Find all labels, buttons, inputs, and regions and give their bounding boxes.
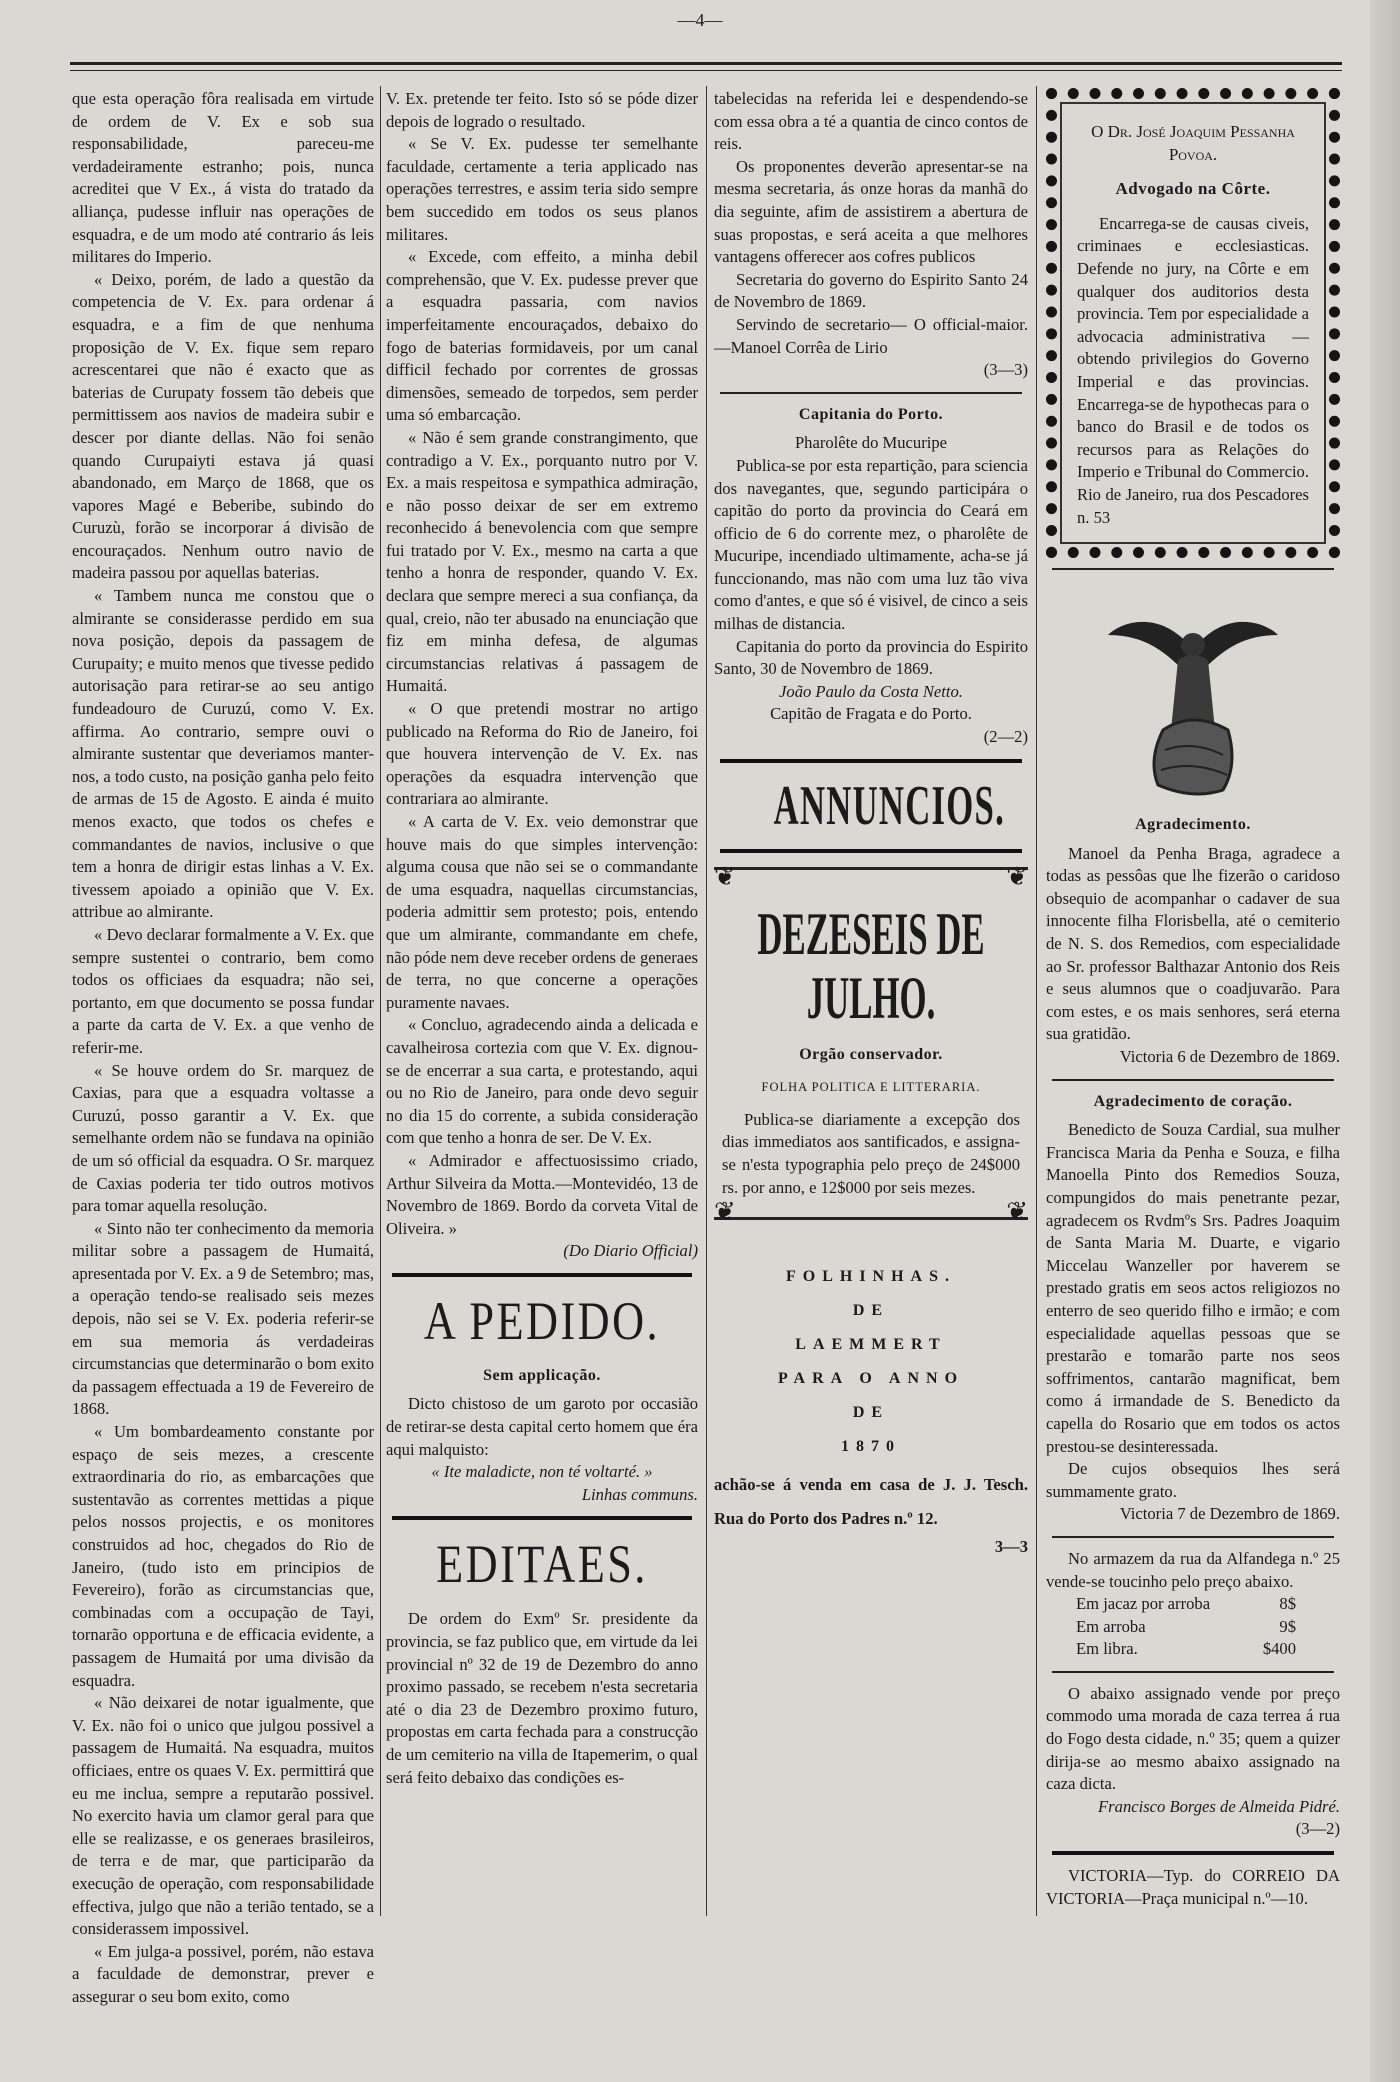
paragraph: « Concluo, agradecendo ainda a delicada e cavalheirosa cortezia com que V. Ex. dignou-se de encerrar a sua carta, e protestando, aqui ou no Rio de Janeiro, para onde devo seguir no dia 15 do corrente, a subida consideração com que tenho a honra de ser. De V. Ex. <box>386 1015 698 1148</box>
subscription-text: Publica-se diariamente a excepção dos dias immediatos aos santificados, e assigna-se n'esta typographia pelo preço de 24$000 rs. por anno, e 12$000 por seis mezes. <box>722 1109 1020 1197</box>
column-3-notices <box>714 88 1028 853</box>
divider <box>720 759 1022 763</box>
page-number: —4— <box>677 10 723 30</box>
folhinhas-line: DE <box>852 1302 890 1320</box>
paragraph: Dicto chistoso de um garoto por occasião de retirar-se desta capital certo homem que éra aqui malquisto: <box>386 1394 698 1459</box>
text-line: Victoria 7 de Dezembro de 1869. <box>1119 1504 1340 1524</box>
paragraph: « Um bombardeamento constante por espaço de seis mezes, a crescente extraordinaria do rio, as embarcações que sustentavão as correntes mettidas a pique pelos nossos projectis, e os monitores construidos ad hoc, chegados do Rio de Janeiro, (tudo isto em principios de Fevereiro), forão as circumstancias que, combinadas com a occupação de Tayi, tornarão opportuna e de efficacia evidente, a passagem de Humaitá por uma divisão da esquadra. <box>72 1422 374 1690</box>
advogado-title: Advogado na Côrte. <box>1115 179 1271 199</box>
divider <box>1052 1671 1334 1673</box>
price-row <box>1076 1616 1296 1639</box>
folhinhas-line: FOLHINHAS. <box>785 1268 956 1286</box>
angel-engraving-icon <box>1103 590 1283 800</box>
text-line: « Ite maladicte, non té voltarté. » <box>431 1462 653 1482</box>
price-row <box>1076 1638 1296 1661</box>
paragraph: Os proponentes deverão apresentar-se na mesma secretaria, ás onze horas da manhã do dia seguinte, afim de assistirem a abertura de suas propostas, e será aceita a que melhores vantagens offerecer aos cofres publicos <box>714 156 1028 267</box>
paragraph: « Tambem nunca me constou que o almirante se considerasse perdido em sua nova posição, depois da passagem de Curupaity; e muito menos que tivesse pedido autorisação para retirar-se ao seu antigo fundeadouro de Curuzú, como V. Ex. affirma. Ao contrario, sempre ouvi o almirante sustentar que deveriamos manter-nos, a todo custo, na posição ganha pelo feito de armas de 15 de Agosto. E ainda é muito menos exacto, que todos os chefes e commandantes de navios, inclusive o que tem a honra de dirigir estas linhas a V. Ex. tivessem apoiado a opinião que V. Ex. attribue ao almirante. <box>72 586 374 922</box>
paragraph: Servindo de secretario— O official-maior.—Manoel Corrêa de Lirio <box>714 314 1028 357</box>
paragraph: Benedicto de Souza Cardial, sua mulher Francisca Maria da Penha e Souza, e filha Manoella Pinto dos Remedios Souza, compungidos do mais penetrante pezar, agradecem os Rvdmºs Srs. Padres Joaquim de Santa Maria M. Duarte, e vigario Miccelau Wanzeller por haverem se prestado gratis em seos actos religiozos no enterro de seo querido filho e irmão; e com especialidade aquellas pessoas que se prestarão e tomarão parte nos seos soffrimentos, cantarão magnificat, bem como á irmandade de S. Benedicto da capella do Rosario que em todos os actos prestou-se desinteressada. <box>1046 1120 1340 1456</box>
page-edge <box>1370 0 1400 2082</box>
advogado-body: Encarrega-se de causas civeis, criminaes e ecclesiasticas. Defende no jury, na Côrte e em qualquer dos auditorios desta provincia. Tem por especialidade a advocacia administrativa —obtendo privilegios do Governo Imperial e das provincias. Encarrega-se de hypothecas para o banco do Brasil e de todos os recursos para as Relações do Imperio e Tribunal do Commercio. Rio de Janeiro, rua dos Pescadores n. 53 <box>1077 213 1309 527</box>
section-heading: A PEDIDO. <box>423 1290 661 1351</box>
paragraph: « Não é sem grande constrangimento, que contradigo a V. Ex., porquanto nutro por V. Ex. a mais respeitosa e sympathica admiração, e não posso deixar de ser em extremo reconhecido á benevolencia com que sempre fui tratado por V. Ex., mesmo na carta a que tenho a honra de responder, quando V. Ex. declara que sempre mereci a sua confiança, da qual, creio, não ter abusado na enunciação que fiz em minha defesa, de algumas circumstancias relativas á passagem de Humaitá. <box>386 427 698 696</box>
paragraph: V. Ex. pretende ter feito. Isto só se póde dizer depois de logrado o resultado. <box>386 89 698 131</box>
column-divider <box>1036 86 1037 1916</box>
paragraph: « Se V. Ex. pudesse ter semelhante faculdade, certamente a teria applicado nas operações terrestres, e assim teria sido sempre bem succedido em todos os seus planos militares. <box>386 134 698 244</box>
price-value: 9$ <box>1279 1616 1296 1636</box>
paragraph: tabelecidas na referida lei e despendendo-se com essa obra a té a quantia de cinco contos de reis. <box>714 89 1028 154</box>
dezeseis-de-julho-ad <box>714 861 1028 1226</box>
text-line: (3—3) <box>983 360 1028 380</box>
paragraph: De ordem do Exmº Sr. presidente da provincia, se faz publico que, em virtude da lei provincial nº 32 de 19 de Dezembro do anno proximo passado, se recebem n'esta secretaria até o dia 23 de Dezembro proximo futuro, propostas em carta fechada para a construcção de um cemiterio na villa de Itapemerim, o qual será feito debaixo das condições es- <box>386 1609 698 1787</box>
paragraph: Publica-se por esta repartição, para sciencia dos navegantes, que, segundo participára o capitão do porto da provincia do Ceará em officio de 6 do corrente mez, o pharolête de Mucuripe, incendiado ultimamente, acha-se já funccionando, mas não com uma luz tão viva como d'antes, e que só é visivel, de cinco a seis milhas de distancia. <box>714 455 1028 634</box>
paragraph: « Em julga-a possivel, porém, não estava a faculdade de demonstrar, prever e assegurar o seu bom exito, como <box>72 1941 374 2006</box>
column-divider <box>706 86 707 1916</box>
advogado-ad <box>1046 88 1340 558</box>
text-line: Francisco Borges de Almeida Pidré. <box>1098 1796 1340 1816</box>
paragraph: « Se houve ordem do Sr. marquez de Caxias, para que a esquadra voltasse a Curuzú, posso garantir a V. Ex. que semelhante ordem não se fundava na opinião de um só official da esquadra. O Sr. marquez de Caxias poderia ter tido outros motivos para tomar aquella resolução. <box>72 1060 374 1216</box>
folhinhas-body: achão-se á venda em casa de J. J. Tesch. Rua do Porto dos Padres n.º 12. <box>714 1475 1028 1529</box>
divider <box>1052 1851 1334 1855</box>
ornament-icon: ❦ <box>1006 861 1028 891</box>
paragraph: Secretaria do governo do Espirito Santo 24 de Novembro de 1869. <box>714 269 1028 312</box>
folhinhas-count: 3—3 <box>994 1537 1028 1557</box>
folhinhas-line: PARA O ANNO <box>777 1370 965 1388</box>
section-heading: Agradecimento de coração. <box>1093 1092 1293 1110</box>
divider <box>1052 1536 1334 1538</box>
text-line: (2—2) <box>983 727 1028 747</box>
section-heading: EDITAES. <box>436 1534 648 1595</box>
column-4-notices <box>1046 814 1340 1593</box>
newspaper-tagline: FOLHA POLITICA E LITTERARIA. <box>761 1080 981 1095</box>
column-divider <box>380 86 381 1916</box>
paragraph: « Não deixarei de notar igualmente, que V. Ex. não foi o unico que julgou possivel a passagem de Humaitá. Na esquadra, muitos officiaes, entre os quaes V. Ex. permittirá que eu me inclua, sempre a reputarão possivel. No exercito havia um clamor geral para que elle se realizasse, e os generaes brasileiros, de terra e de mar, que participarão da execução de operação, com responsabilidade effectiva, julgo que não a terião tentado, se a considerassem impossivel. <box>72 1693 374 1939</box>
divider <box>1052 1079 1334 1081</box>
folhinhas-ad <box>714 1260 1028 1559</box>
paragraph: « Admirador e affectuosissimo criado, Arthur Silveira da Motta.—Montevidéo, 13 de Novembro de 1869. Bordo da corveta Vital de Oliveira. » <box>386 1150 698 1238</box>
price-row <box>1076 1593 1296 1616</box>
text-line: Linhas communs. <box>581 1484 698 1504</box>
paragraph: No armazem da rua da Alfandega n.º 25 vende-se toucinho pelo preço abaixo. <box>1046 1548 1340 1591</box>
folhinhas-line: DE <box>852 1404 890 1422</box>
paragraph: « Excede, com effeito, a minha debil comprehensão, que V. Ex. pudesse prever que a esquadra passaria, com navios imperfeitamente encouraçados, debaixo do fogo de baterias formidaveis, por um canal difficil fechado por correntes de grossas dimensões, semeado de torpedos, sem perder uma só embarcação. <box>386 247 698 425</box>
folhinhas-line: 1870 <box>841 1438 901 1456</box>
section-heading: Agradecimento. <box>1135 816 1251 834</box>
section-heading: Sem applicação. <box>483 1366 601 1384</box>
column-3 <box>714 88 1028 1559</box>
ornament-icon: ❦ <box>1006 1196 1028 1226</box>
newspaper-title: DEZESEIS DE JULHO. <box>757 900 985 1031</box>
price-label: Em arroba <box>1076 1616 1146 1636</box>
column-1 <box>72 88 374 2008</box>
newspaper-subtitle: Orgão conservador. <box>799 1045 943 1063</box>
divider <box>720 849 1022 853</box>
paragraph: VICTORIA—Typ. do CORREIO DA VICTORIA—Praça municipal n.º—10. <box>1046 1866 1340 1908</box>
divider <box>1052 568 1334 570</box>
advogado-name: O Dr. José Joaquim Pessanha Povoa. <box>1091 122 1295 164</box>
section-heading: Capitania do Porto. <box>798 405 944 423</box>
divider <box>392 1516 692 1520</box>
folhinhas-line: LAEMMERT <box>795 1336 947 1354</box>
paragraph: que esta operação fôra realisada em virtude de ordem de V. Ex e sob sua responsabilidade, pareceu-me verdadeiramente estranho; pois, nunca acreditei que V Ex., á vista do tratado da alliança, pudesse influir nas operações de esquadra, e de um modo até contrario ás leis militares do Imperio. <box>72 89 374 267</box>
price-label: Em jacaz por arroba <box>1076 1594 1211 1614</box>
text-line: (3—2) <box>1295 1819 1340 1839</box>
paragraph: « A carta de V. Ex. veio demonstrar que houve mais do que simples intervenção: alguma cousa que não sei se o commandante de uma esquadra, naquellas circumstancias, poderia admittir sem protesto; pois, entendo que um almirante, commandante em chefe, não póde nem deve receber ordens de generaes de terra, no que concerne a operações puramente navaes. <box>386 812 698 1012</box>
paragraph: Manoel da Penha Braga, agradece a todas as pessôas que lhe fizerão o caridoso obsequio de acompanhar o cadaver de sua innocente filha Florisbella, até o cemiterio de N. S. dos Remedios, com especialidade ao Sr. professor Balthazar Antonio dos Reis e seus alumnos que o coadjuvarão. Para com estes, e os mais senhores, será eterna sua gratidão. <box>1046 843 1340 1044</box>
paragraph: « Sinto não ter conhecimento da memoria militar sobre a passagem de Humaitá, apresentada por V. Ex. a 9 de Setembro; mas, a operação tendo-se realisado seis mezes depois, não sei se V. Ex. poderia referir-se em sua memoria ás verdadeiras circumstancias que determinarão o bom exito da passagem effectuada a 19 de Fevereiro de 1868. <box>72 1218 374 1419</box>
text-line: (Do Diario Official) <box>563 1241 698 1261</box>
header-rule <box>70 62 1342 71</box>
paragraph: « Devo declarar formalmente a V. Ex. que sempre sustentei o contrario, bem como todos os officiaes da esquadra; não sei, portanto, em que documento se possa fundar a parte da carta de V. Ex. a que venho de referir-me. <box>72 924 374 1057</box>
price-label: Em libra. <box>1076 1639 1138 1659</box>
text-line: Pharolête do Mucuripe <box>794 433 948 453</box>
ornament-icon: ❦ <box>714 861 736 891</box>
column-2 <box>386 88 698 1789</box>
paragraph: O abaixo assignado vende por preço commodo uma morada de caza terrea á rua do Fogo desta cidade, n.º 35; quem a quizer dirija-se ao mesmo abaixo assignado na caza dicta. <box>1046 1683 1340 1794</box>
section-heading: ANNUNCIOS. <box>773 774 1006 837</box>
paragraph: De cujos obsequios lhes será summamente grato. <box>1046 1459 1340 1501</box>
divider <box>720 392 1022 394</box>
paragraph: « Deixo, porém, de lado a questão da competencia de V. Ex. para ordenar á esquadra, e a fim de que nenhuma proposição de V. Ex. fique sem reparo acrescentarei que não é exacto que as baterias de Curupaty fossem tão debeis que permittissem aos navios de madeira subir e descer por diante dellas. Não foi senão quando Curupaiyti estava já quasi abandonado, em Março de 1868, que os vapores Magé e Beberibe, subindo do Curuzù, forão se incorporar á divisão de encouraçados. Nenhum outro navio de madeira passou por aquellas baterias. <box>72 269 374 583</box>
text-line: Capitão de Fragata e do Porto. <box>770 704 972 724</box>
column-4 <box>1046 88 1340 1910</box>
divider <box>392 1273 692 1277</box>
price-list <box>1076 1593 1340 1661</box>
text-line: João Paulo da Costa Netto. <box>779 681 963 701</box>
text-line: Victoria 6 de Dezembro de 1869. <box>1119 1047 1340 1067</box>
paragraph: « O que pretendi mostrar no artigo publicado na Reforma do Rio de Janeiro, foi que houvera intervenção de V. Ex. nas operações da esquadra intervenção que contrariara ao almirante. <box>386 699 698 809</box>
price-value: 8$ <box>1279 1594 1296 1614</box>
price-value: $400 <box>1262 1639 1296 1659</box>
paragraph: Capitania do porto da provincia do Espirito Santo, 30 de Novembro de 1869. <box>714 636 1028 679</box>
ornament-icon: ❦ <box>714 1196 736 1226</box>
column-4-footer <box>1046 1671 1340 1910</box>
